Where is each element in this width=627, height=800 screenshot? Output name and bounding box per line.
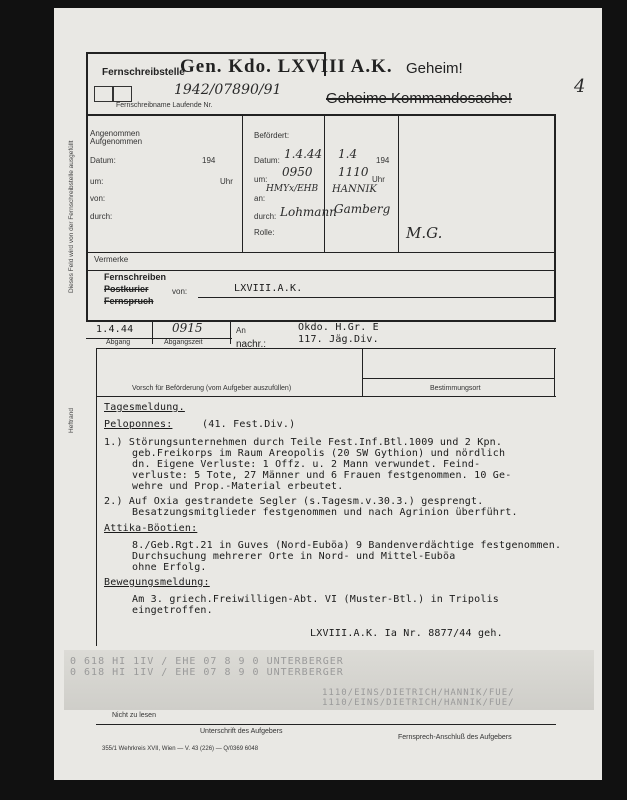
- befoerdert-uhr: Uhr: [372, 175, 385, 184]
- fernspruch-von-label: von:: [172, 287, 188, 296]
- box-small-1: [94, 86, 114, 102]
- footer-line: [96, 724, 556, 725]
- frame-left-line: [86, 52, 88, 320]
- peloponnes-heading: Peloponnes:: [104, 419, 173, 430]
- bewegung-line-1: Am 3. griech.Freiwilligen-Abt. VI (Muster-Btl.) in Tripolis: [132, 594, 500, 605]
- fernspruch-von-value: LXVIII.A.K.: [234, 283, 303, 294]
- befoerdert-um-value-2: 1110: [338, 165, 369, 179]
- bewegung-heading: Bewegungsmeldung:: [104, 577, 210, 588]
- von-underline: [198, 297, 554, 298]
- nachr-value: 117. Jäg.Div.: [298, 334, 379, 345]
- divider-3: [398, 114, 399, 252]
- paragraph-2-line-2: Besatzungsmitglieder festgenommen und nach Agrinion überführt.: [132, 507, 518, 518]
- angenommen-datum-label: Datum:: [90, 156, 116, 165]
- angenommen-jahr: 194: [202, 156, 216, 165]
- befoerdert-datum-label: Datum:: [254, 156, 280, 165]
- angenommen-durch-label: durch:: [90, 212, 113, 221]
- geheim-label: Geheim!: [406, 60, 463, 77]
- bewegung-line-2: eingetroffen.: [132, 605, 213, 616]
- vermerke-label: Vermerke: [94, 255, 129, 264]
- vorschrift-right-line: [554, 348, 555, 396]
- fernsprech-label: Fernsprech-Anschluß des Aufgebers: [398, 734, 512, 741]
- vorschrift-label: Vorsch für Beförderung (vom Aufgeber auszufüllen): [132, 385, 292, 392]
- divider-1: [242, 114, 243, 252]
- unit-stamp: Gen. Kdo. LXVIII A.K.: [180, 56, 393, 77]
- nachr-label: nachr.:: [236, 339, 267, 350]
- geheime-kommandosache-label: Geheime Kommandosache!: [326, 90, 512, 107]
- befoerdert-an-label: an:: [254, 194, 266, 203]
- laufende-nr-value: 1942/07890/91: [174, 82, 282, 98]
- vermerke-bottom-line: [86, 270, 556, 271]
- abgang-divider-1: [152, 320, 153, 344]
- abgang-datum-value: 1.4.44: [96, 324, 134, 335]
- smudge-line-2: 0 618 HI 1IV / EHE 07 8 9 0 UNTERBERGER: [70, 667, 344, 678]
- smudge-line-1: 0 618 HI 1IV / EHE 07 8 9 0 UNTERBERGER: [70, 656, 344, 667]
- heftrand-label: Heftrand: [68, 408, 75, 433]
- aufgenommen-title: Aufgenommen: [90, 137, 143, 146]
- befoerdert-durch-label: durch:: [254, 212, 277, 221]
- abgang-zeit-value: 0915: [172, 321, 203, 335]
- vorschrift-bottom-line: [96, 396, 556, 397]
- unterschrift-label: Unterschrift des Aufgebers: [200, 728, 283, 735]
- box-small-2: [112, 86, 132, 102]
- befoerdert-an-value: HMYx/EHB: [266, 184, 319, 194]
- print-info: 355/1 Wehrkreis XVII, Wien — V. 43 (226) — Q/0369 6048: [102, 746, 259, 752]
- abgang-divider-2: [230, 320, 231, 344]
- an-bottom-line: [96, 348, 556, 349]
- nicht-zu-lesen-label: Nicht zu lesen: [112, 712, 156, 719]
- signature-line: LXVIII.A.K. Ia Nr. 8877/44 geh.: [310, 628, 503, 639]
- abgang-label: Abgang: [106, 339, 131, 346]
- attika-line-3: ohne Erfolg.: [132, 562, 207, 573]
- peloponnes-division: (41. Fest.Div.): [202, 419, 296, 430]
- header-bottom-line: [86, 114, 556, 116]
- bestimmungsort-line: [362, 378, 554, 379]
- divider-2: [324, 114, 325, 252]
- fernschreibstelle-label: Fernschreibstelle: [102, 67, 185, 78]
- paragraph-1-line-1: 1.) Störungsunternehmen durch Teile Fest.Inf.Btl.1009 und 2 Kpn.: [104, 437, 503, 448]
- befoerdert-rolle-label: Rolle:: [254, 228, 275, 237]
- vermerke-line: [86, 252, 556, 253]
- befoerdert-datum-value-2: 1.4: [338, 147, 358, 161]
- paragraph-2-line-1: 2.) Auf Oxia gestrandete Segler (s.Tagesm.v.30.3.) gesprengt.: [104, 496, 484, 507]
- befoerdert-title: Befördert:: [254, 131, 290, 140]
- attika-line-2: Durchsuchung mehrerer Orte in Nord- und Mittel-Euböa: [132, 551, 456, 562]
- attika-line-1: 8./Geb.Rgt.21 in Guves (Nord-Euböa) 9 Bandenverdächtige festgenommen.: [132, 540, 562, 551]
- fernschreibname-label: Fernschreibname Laufende Nr.: [116, 102, 213, 109]
- bestimmungsort-label: Bestimmungsort: [430, 385, 481, 392]
- fernspruch-line-1: Fernschreiben: [104, 272, 167, 282]
- angenommen-title: Angenommen: [90, 129, 140, 138]
- fernspruch-line-2: Postkurier: [104, 284, 149, 294]
- paragraph-1-line-4: verluste: 5 Tote, 27 Männer und 6 Frauen festgenommen. 10 Ge-: [132, 470, 512, 481]
- befoerdert-an-value-2: HANNIK: [332, 184, 377, 195]
- fernspruch-line-3: Fernspruch: [104, 296, 154, 306]
- befoerdert-initials: M.G.: [406, 224, 443, 242]
- body-left-line: [96, 396, 97, 646]
- befoerdert-datum-value: 1.4.44: [284, 147, 323, 161]
- an-label: An: [236, 326, 246, 335]
- an-value: Okdo. H.Gr. E: [298, 322, 379, 333]
- angenommen-uhr: Uhr: [220, 177, 233, 186]
- paragraph-1-line-2: geb.Freikorps im Raum Areopolis (20 SW Gythion) und nördlich: [132, 448, 506, 459]
- paragraph-1-line-3: dn. Eigene Verluste: 1 Offz. u. 2 Mann verwundet. Feind-: [132, 459, 481, 470]
- befoerdert-um-label: um:: [254, 175, 268, 184]
- befoerdert-durch-value: Lohmann: [280, 205, 337, 219]
- paragraph-1-line-5: wehre und Prop.-Material erbeutet.: [132, 481, 344, 492]
- befoerdert-jahr: 194: [376, 156, 390, 165]
- tagesmeldung-heading: Tagesmeldung.: [104, 402, 185, 413]
- attika-heading: Attika-Böotien:: [104, 523, 198, 534]
- angenommen-um-label: um:: [90, 177, 104, 186]
- side-note-vertical: Dieses Feld wird von der Fernschreibstelle ausgefüllt: [68, 140, 75, 293]
- form-sheet: [54, 8, 602, 780]
- abgangszeit-label: Abgangszeit: [164, 339, 203, 346]
- angenommen-von-label: von:: [90, 194, 106, 203]
- vorschrift-left-line: [96, 348, 97, 396]
- befoerdert-um-value: 0950: [282, 165, 313, 179]
- befoerdert-durch-value-2: Gamberg: [334, 202, 391, 216]
- smudge-line-3: 1110/EINS/DIETRICH/HANNIK/FUE/: [322, 688, 515, 698]
- vorschrift-mid-line: [362, 348, 363, 396]
- frame-top-line: [86, 52, 326, 54]
- page-mark: 4: [574, 76, 586, 97]
- smudge-line-4: 1110/EINS/DIETRICH/HANNIK/FUE/: [322, 698, 515, 708]
- frame-right-line: [554, 114, 556, 322]
